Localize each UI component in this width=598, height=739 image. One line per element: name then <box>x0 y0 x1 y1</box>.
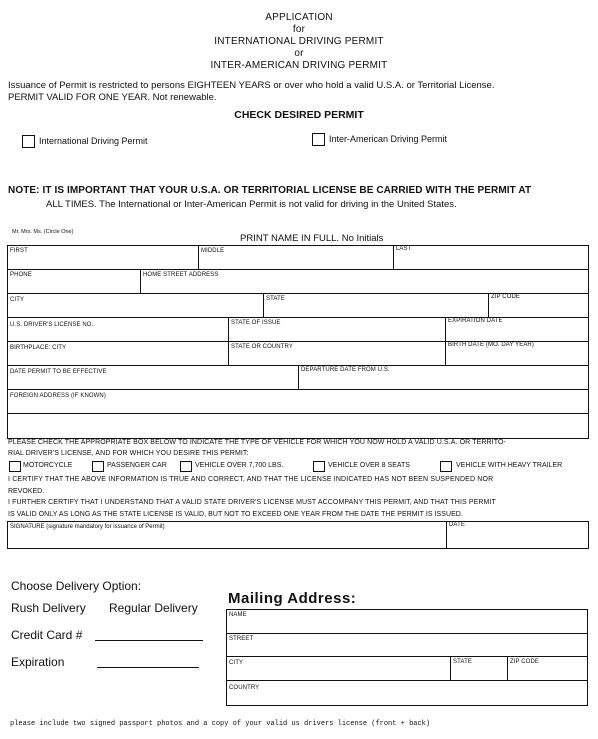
last-name-label: LAST <box>396 246 412 252</box>
rush-delivery-option[interactable]: Rush Delivery <box>11 601 86 615</box>
vehicle-over-weight-checkbox[interactable] <box>180 461 192 472</box>
form-title-line3: INTERNATIONAL DRIVING PERMIT <box>214 36 384 47</box>
certify-line2: REVOKED. <box>8 488 45 495</box>
form-title-line5: INTER-AMERICAN DRIVING PERMIT <box>210 60 388 71</box>
signature-input[interactable] <box>8 522 446 548</box>
foreign-address-label: FOREIGN ADDRESS (IF KNOWN) <box>10 393 106 399</box>
intro-line1: Issuance of Permit is restricted to persons EIGHTEEN YEARS or over who hold a valid U.S.A. or Territorial License. <box>8 80 495 91</box>
zip-code-label: ZIP CODE <box>491 294 521 300</box>
signature-date-label: DATE <box>449 522 465 528</box>
last-name-input[interactable] <box>394 246 588 269</box>
delivery-heading: Choose Delivery Option: <box>11 579 142 593</box>
inter-american-permit-checkbox[interactable] <box>312 133 325 146</box>
mailing-zip-label: ZIP CODE <box>510 659 540 665</box>
certify-line1: I CERTIFY THAT THE ABOVE INFORMATION IS TRUE AND CORRECT, AND THAT THE LICENSE INDICATED HAS NOT BEEN SUSPENDED NOR <box>8 476 494 483</box>
mailing-address-heading: Mailing Address: <box>228 590 357 607</box>
inter-american-permit-label: Inter-American Driving Permit <box>329 134 448 144</box>
form-title-line4: or <box>294 48 304 59</box>
intro-line2: PERMIT VALID FOR ONE YEAR. Not renewable. <box>8 92 217 103</box>
motorcycle-checkbox[interactable] <box>9 461 21 472</box>
international-permit-checkbox[interactable] <box>22 135 35 148</box>
salutation-label: Mr. Mrs. Ms. (Circle One) <box>12 229 74 235</box>
regular-delivery-option[interactable]: Regular Delivery <box>109 601 198 615</box>
expiration-label: Expiration <box>11 655 65 669</box>
certify-line4: IS VALID ONLY AS LONG AS THE STATE LICENSE IS VALID, BUT NOT TO EXCEED ONE YEAR FROM THE DATE THE PERMIT IS ISSUED. <box>8 511 463 518</box>
vehicle-over-seats-label: VEHICLE OVER 8 SEATS <box>328 462 410 469</box>
date-effective-input[interactable] <box>8 366 298 389</box>
credit-card-input[interactable] <box>95 640 203 641</box>
mailing-country-input[interactable] <box>227 681 587 705</box>
mailing-street-input[interactable] <box>227 634 587 656</box>
state-or-country-input[interactable] <box>229 342 445 365</box>
form-title-line2: for <box>292 24 306 35</box>
birthplace-label: BIRTHPLACE: CITY <box>10 345 67 351</box>
birthplace-input[interactable] <box>8 342 228 365</box>
mailing-city-label: CITY <box>229 660 244 666</box>
date-effective-label: DATE PERMIT TO BE EFFECTIVE <box>10 369 107 375</box>
passenger-car-checkbox[interactable] <box>92 461 104 472</box>
license-number-input[interactable] <box>8 318 228 341</box>
middle-name-input[interactable] <box>199 246 393 269</box>
first-name-input[interactable] <box>8 246 198 269</box>
mailing-city-input[interactable] <box>227 657 450 680</box>
expiration-date-input[interactable] <box>446 318 588 341</box>
phone-input[interactable] <box>8 270 140 293</box>
foreign-address-input[interactable] <box>8 390 588 438</box>
form-title-line1: APPLICATION <box>265 12 333 23</box>
passenger-car-label: PASSENGER CAR <box>107 462 167 469</box>
birth-date-input[interactable] <box>446 342 588 365</box>
mailing-state-input[interactable] <box>451 657 507 680</box>
credit-card-label: Credit Card # <box>11 628 83 642</box>
state-label: STATE <box>266 296 285 302</box>
home-street-label: HOME STREET ADDRESS <box>143 272 219 278</box>
vehicle-over-weight-label: VEHICLE OVER 7,700 LBS. <box>195 462 284 469</box>
heavy-trailer-checkbox[interactable] <box>440 461 452 472</box>
mailing-country-label: COUNTRY <box>229 685 260 691</box>
mailing-street-label: STREET <box>229 636 254 642</box>
footer-note: please include two signed passport photos and a copy of your valid us drivers license (front + back) <box>10 720 431 728</box>
zip-code-input[interactable] <box>489 294 588 317</box>
departure-date-label: DEPARTURE DATE FROM U.S. <box>301 367 390 373</box>
heavy-trailer-label: VEHICLE WITH HEAVY TRAILER <box>456 462 563 469</box>
birth-date-label: BIRTH DATE (MO. DAY YEAR) <box>448 342 534 348</box>
signature-date-input[interactable] <box>447 522 588 548</box>
expiration-date-label: EXPIRATION DATE <box>448 318 503 324</box>
middle-name-label: MIDDLE <box>201 248 225 254</box>
mailing-state-label: STATE <box>453 659 472 665</box>
certify-line3: I FURTHER CERTIFY THAT I UNDERSTAND THAT A VALID STATE DRIVER'S LICENSE MUST ACCOMPANY THIS PERMIT, AND THAT THIS PERMIT <box>8 499 496 506</box>
mailing-name-label: NAME <box>229 612 247 618</box>
state-input[interactable] <box>264 294 488 317</box>
vehicle-over-seats-checkbox[interactable] <box>313 461 325 472</box>
city-input[interactable] <box>8 294 263 317</box>
international-permit-label: International Driving Permit <box>39 136 148 146</box>
check-permit-heading: CHECK DESIRED PERMIT <box>234 109 364 121</box>
card-expiration-input[interactable] <box>97 667 199 668</box>
mailing-zip-input[interactable] <box>508 657 587 680</box>
signature-label: SIGNATURE (signature mandatory for issuance of Permit) <box>10 524 165 530</box>
first-name-label: FIRST <box>10 248 28 254</box>
license-number-label: U.S. DRIVER'S LICENSE NO. <box>10 322 94 328</box>
vehicle-instruction-line1: PLEASE CHECK THE APPROPRIATE BOX BELOW TO INDICATE THE TYPE OF VEHICLE FOR WHICH YOU NOW HOLD A VALID U.S.A. OR TERRITO- <box>8 439 506 446</box>
vehicle-instruction-line2: RIAL DRIVER'S LICENSE, AND FOR WHICH YOU DESIRE THIS PERMIT: <box>8 450 249 457</box>
state-of-issue-input[interactable] <box>229 318 445 341</box>
state-of-issue-label: STATE OF ISSUE <box>231 320 281 326</box>
mailing-name-input[interactable] <box>227 610 587 633</box>
print-name-instruction: PRINT NAME IN FULL. No Initials <box>240 233 384 244</box>
note-line1: NOTE: IT IS IMPORTANT THAT YOUR U.S.A. OR TERRITORIAL LICENSE BE CARRIED WITH THE PERMIT AT <box>8 185 532 196</box>
home-street-input[interactable] <box>141 270 588 293</box>
note-line2: ALL TIMES. The International or Inter-American Permit is not valid for driving in the United States. <box>46 199 457 210</box>
city-label: CITY <box>10 297 25 303</box>
phone-label: PHONE <box>10 272 32 278</box>
state-or-country-label: STATE OR COUNTRY <box>231 344 293 350</box>
departure-date-input[interactable] <box>299 366 588 389</box>
motorcycle-label: MOTORCYCLE <box>23 462 73 469</box>
